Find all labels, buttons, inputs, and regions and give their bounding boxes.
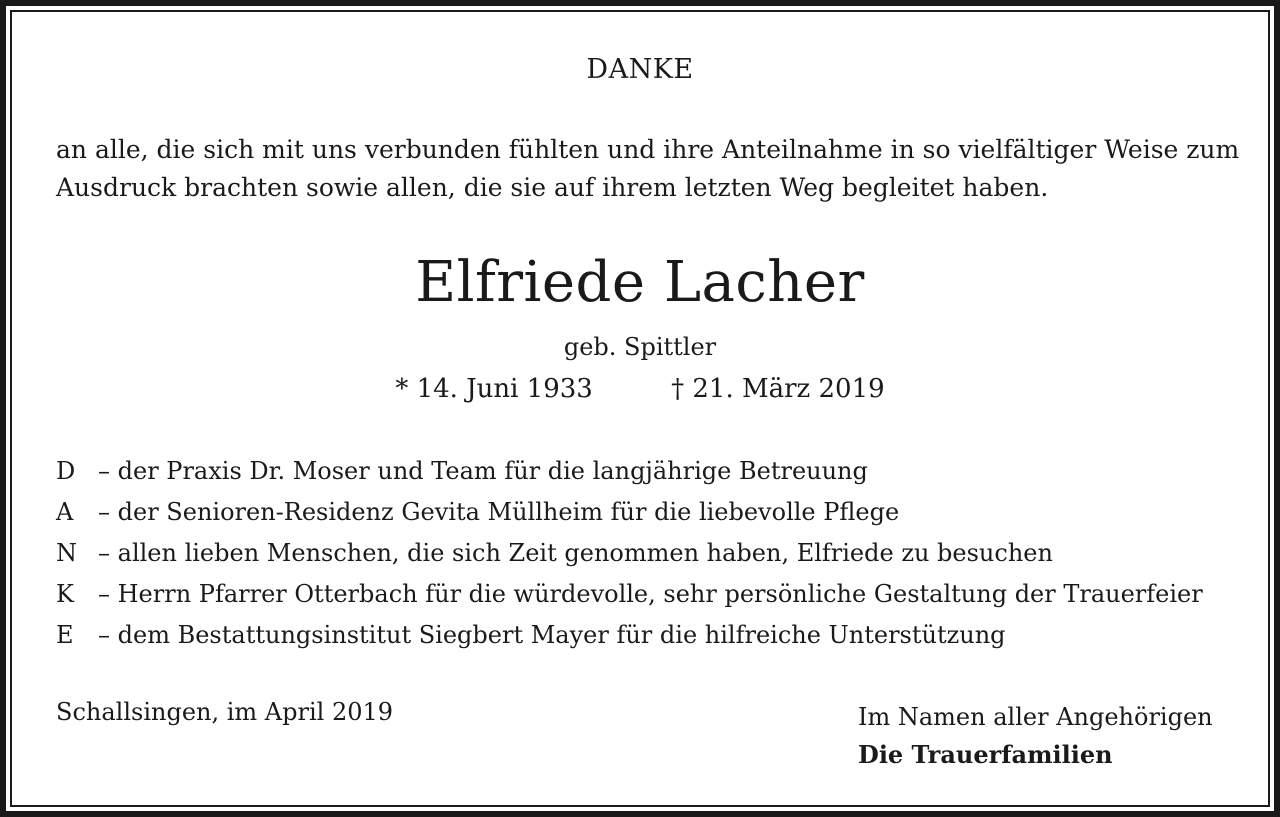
on-behalf-line: Im Namen aller Angehörigen — [858, 703, 1213, 731]
family-signature: Die Trauerfamilien — [858, 740, 1113, 769]
intro-line: an alle, die sich mit uns verbunden fühlten und ihre Anteilnahme in so vielfältiger Weise zum — [56, 135, 1240, 164]
inner-border — [10, 10, 1270, 807]
life-dates — [0, 374, 1280, 404]
acrostic-row — [56, 495, 1246, 536]
acrostic-row — [56, 536, 1246, 577]
acrostic-letter: A — [56, 498, 74, 526]
deceased-name: Elfriede Lacher — [415, 250, 865, 315]
acrostic-text: – dem Bestattungsinstitut Siegbert Mayer für die hilfreiche Unterstützung — [98, 621, 1006, 649]
acrostic-text: – der Praxis Dr. Moser und Team für die langjährige Betreuung — [98, 457, 868, 485]
acrostic-text: – Herrn Pfarrer Otterbach für die würdevolle, sehr persönliche Gestaltung der Trauerfeier — [98, 580, 1203, 608]
acrostic-letter: E — [56, 621, 74, 649]
acrostic-letter: K — [56, 580, 74, 608]
intro-text — [56, 131, 1240, 207]
acrostic-letter: N — [56, 539, 77, 567]
death-date: † 21. März 2019 — [671, 374, 885, 404]
place-date: Schallsingen, im April 2019 — [56, 698, 394, 726]
acrostic-row — [56, 454, 1246, 495]
acrostic-row — [56, 618, 1246, 659]
signature-block — [858, 698, 1213, 774]
acrostic-row — [56, 577, 1246, 618]
acrostic-text: – der Senioren-Residenz Gevita Müllheim für die liebevolle Pflege — [98, 498, 900, 526]
birth-date: * 14. Juni 1933 — [395, 374, 593, 404]
acrostic-text: – allen lieben Menschen, die sich Zeit genommen haben, Elfriede zu besuchen — [98, 539, 1053, 567]
heading: DANKE — [586, 54, 694, 85]
maiden-name: geb. Spittler — [563, 333, 717, 361]
acrostic-letter: D — [56, 457, 76, 485]
intro-line: Ausdruck brachten sowie allen, die sie auf ihrem letzten Weg begleitet haben. — [56, 173, 1049, 202]
thanks-acrostic — [56, 454, 1246, 659]
